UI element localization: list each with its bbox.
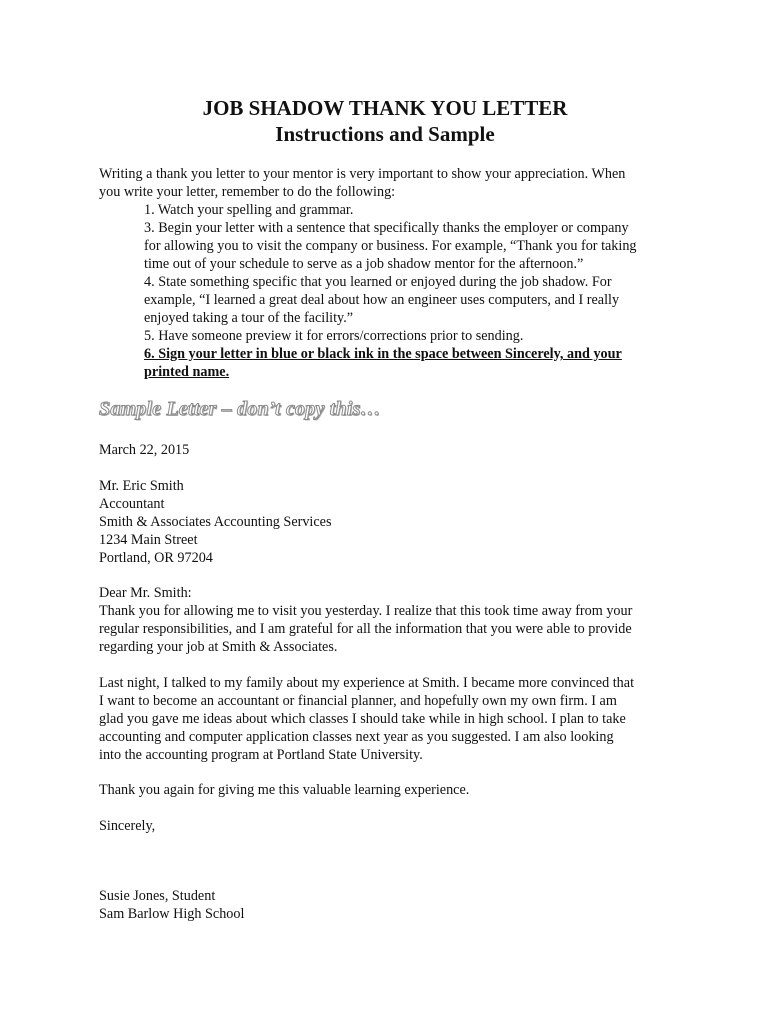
- paragraph-line: Thank you for allowing me to visit you yesterday. I realize that this took time away from your: [99, 603, 633, 619]
- letter-paragraph: [99, 674, 679, 764]
- intro-line: you write your letter, remember to do the following:: [99, 184, 396, 200]
- salutation: Dear Mr. Smith:: [99, 585, 192, 601]
- instruction-item: 1. Watch your spelling and grammar.: [144, 202, 354, 218]
- intro-line: Writing a thank you letter to your mentor is very important to show your appreciation. When: [99, 166, 626, 182]
- recipient-title: Accountant: [99, 496, 165, 512]
- paragraph-line: Thank you again for giving me this valuable learning experience.: [99, 782, 470, 798]
- date-text: March 22, 2015: [99, 442, 190, 458]
- recipient-street: 1234 Main Street: [99, 532, 198, 548]
- letter-date: [99, 441, 679, 459]
- instruction-item: for allowing you to visit the company or business. For example, “Thank you for taking: [144, 238, 637, 254]
- recipient-address: [99, 477, 679, 567]
- instruction-item: enjoyed taking a tour of the facility.”: [144, 310, 354, 326]
- paragraph-line: accounting and computer application classes next year as you suggested. I am also looking: [99, 729, 614, 745]
- instruction-item: example, “I learned a great deal about how an engineer uses computers, and I really: [144, 292, 620, 308]
- instruction-item: time out of your schedule to serve as a job shadow mentor for the afternoon.”: [144, 256, 584, 272]
- recipient-name: Mr. Eric Smith: [99, 478, 184, 494]
- letter-closing: [99, 817, 679, 835]
- instruction-item: 3. Begin your letter with a sentence that specifically thanks the employer or company: [144, 220, 629, 236]
- letter-body-start: [99, 584, 679, 656]
- instruction-item: 5. Have someone preview it for errors/corrections prior to sending.: [144, 328, 524, 344]
- instruction-item: 4. State something specific that you learned or enjoyed during the job shadow. For: [144, 274, 612, 290]
- recipient-city: Portland, OR 97204: [99, 550, 213, 566]
- instruction-emphasis: 6. Sign your letter in blue or black ink in the space between Sincerely, and your: [144, 346, 622, 362]
- paragraph-line: I want to become an accountant or financial planner, and hopefully own my own firm. I am: [99, 693, 617, 709]
- paragraph-line: regular responsibilities, and I am grateful for all the information that you were able to provide: [99, 621, 632, 637]
- signer-name: Susie Jones, Student: [99, 888, 216, 904]
- recipient-company: Smith & Associates Accounting Services: [99, 514, 332, 530]
- paragraph-line: glad you gave me ideas about which classes I should take while in high school. I plan to take: [99, 711, 626, 727]
- signer-school: Sam Barlow High School: [99, 906, 245, 922]
- sample-letter-heading: Sample Letter – don’t copy this…: [99, 398, 381, 420]
- instructions-section: [99, 165, 679, 381]
- signature-block: [99, 887, 679, 923]
- document-title: JOB SHADOW THANK YOU LETTER: [202, 96, 568, 120]
- instruction-emphasis: printed name.: [144, 364, 230, 380]
- letter-paragraph: [99, 781, 679, 799]
- paragraph-line: into the accounting program at Portland State University.: [99, 747, 423, 763]
- closing-text: Sincerely,: [99, 818, 156, 834]
- paragraph-line: regarding your job at Smith & Associates.: [99, 639, 338, 655]
- document-subtitle: Instructions and Sample: [275, 122, 495, 146]
- paragraph-line: Last night, I talked to my family about my experience at Smith. I became more convinced that: [99, 675, 635, 691]
